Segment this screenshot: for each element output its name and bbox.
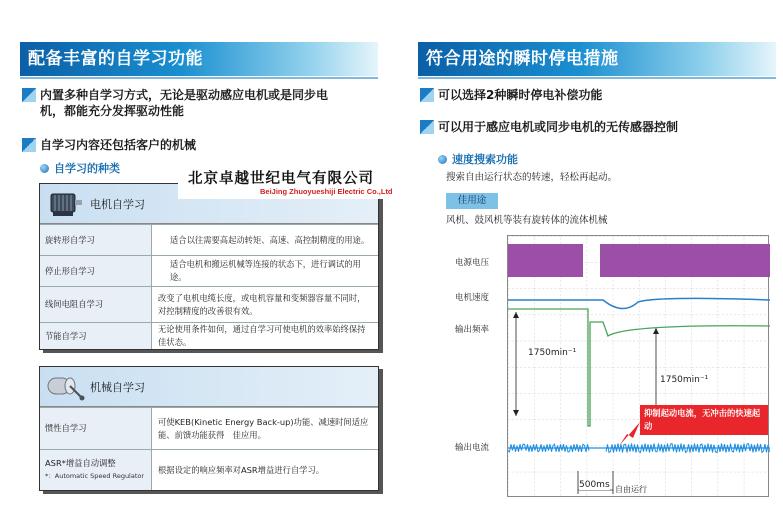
table-row (40, 286, 378, 322)
start-current-callout: 抑制起动电流，无冲击的快速起动 (640, 405, 768, 435)
machine-autotuning-table (39, 366, 379, 491)
company-name-cn: 北京卓越世纪电气有限公司 (188, 170, 374, 187)
row-name: ASR*增益自动调整 *：Automatic Speed Regulator (40, 450, 152, 490)
label-output-current: 输出电流 (455, 443, 490, 453)
bullet-customer-machine (22, 137, 382, 153)
types-label: 自学习的种类 (54, 162, 120, 175)
round-bullet-icon (438, 155, 447, 164)
callout-arrow-icon (615, 420, 645, 450)
motor-autotuning-table (39, 183, 379, 350)
row-desc: 可使KEB(Kinetic Energy Back-up)功能、减速时间适应能、前馈功能获得 佳应用。 (158, 416, 369, 440)
bullet-text: 可以选择2种瞬时停电补偿功能 (438, 88, 603, 102)
row-name: 节能自学习 (40, 323, 152, 349)
voltage-band-after (600, 244, 770, 277)
rpm-label-before: 1750min⁻¹ (528, 348, 577, 358)
table-row (40, 322, 378, 349)
triangle-bullet-icon (420, 88, 434, 102)
machine-table-title: 机械自学习 (90, 381, 145, 394)
bullet-sensorless-control (420, 119, 780, 135)
right-title-text: 符合用途的瞬时停电措施 (426, 49, 619, 69)
left-section-title (20, 42, 378, 76)
table-row (40, 255, 378, 286)
speed-search-heading (438, 151, 518, 167)
company-watermark (178, 165, 408, 199)
row-desc: 改变了电机电缆长度，或电机容量和变频器容量不同时，对控制精度的改善很有效。 (158, 292, 366, 316)
voltage-band-before (508, 244, 583, 277)
machine-roller-icon (46, 372, 86, 402)
time-label: 500ms (579, 480, 610, 490)
usage-desc: 风机、鼓风机等装有旋转体的流体机械 (446, 215, 608, 226)
row-name: 停止形自学习 (40, 256, 152, 286)
table-row (40, 449, 378, 490)
bullet-text-line1: 内置多种自学习方式，无论是驱动感应电机或是同步电 (40, 88, 329, 102)
bullet-builtin-autotuning (22, 87, 382, 119)
table-row (40, 224, 378, 255)
row-footnote: *：Automatic Speed Regulator (45, 472, 145, 480)
waveform-chart (507, 235, 769, 497)
triangle-bullet-icon (22, 138, 36, 152)
speed-search-label: 速度搜索功能 (452, 153, 518, 166)
speed-search-desc: 搜索自由运行状态的转速，轻松再起动。 (446, 172, 618, 183)
table-row (40, 407, 378, 449)
row-name: 惯性自学习 (40, 408, 152, 449)
types-heading (40, 160, 120, 176)
rpm-label-after: 1750min⁻¹ (660, 375, 709, 385)
triangle-bullet-icon (22, 88, 36, 102)
label-motor-speed: 电机速度 (455, 293, 490, 303)
row-desc: 根据设定的响应频率对ASR增益进行自学习。 (158, 464, 325, 475)
machine-table-header (40, 367, 378, 407)
waveform-svg (508, 236, 770, 498)
usage-badge: 佳用途 (446, 193, 498, 209)
bullet-text-line2: 机，都能充分发挥驱动性能 (40, 104, 185, 118)
right-section-title (418, 42, 776, 76)
row-name: 线间电阻自学习 (40, 287, 152, 322)
free-run-label: 自由运行 (615, 485, 647, 494)
row-name: 旋转形自学习 (40, 225, 152, 255)
triangle-bullet-icon (420, 120, 434, 134)
row-desc: 适合以往需要高起动转矩、高速、高控制精度的用途。 (170, 234, 370, 245)
bullet-power-loss-compensation (420, 87, 780, 103)
row-desc: 无论使用条件如何，通过自学习可使电机的效率始终保持 佳状态。 (158, 324, 374, 347)
bullet-text: 可以用于感应电机或同步电机的无传感器控制 (438, 120, 679, 134)
round-bullet-icon (40, 164, 49, 173)
left-title-text: 配备丰富的自学习功能 (28, 49, 203, 69)
motor-icon (46, 189, 84, 219)
motor-table-title: 电机自学习 (90, 198, 145, 211)
bullet-text: 自学习内容还包括客户的机械 (40, 138, 197, 152)
label-supply-voltage: 电源电压 (455, 258, 490, 268)
label-output-frequency: 输出频率 (455, 325, 490, 335)
company-name-en: BeiJing Zhuoyueshiji Electric Co.,Ltd (260, 187, 393, 196)
row-desc: 适合电机和搬运机械等连接的状态下，进行调试的用途。 (170, 259, 361, 282)
